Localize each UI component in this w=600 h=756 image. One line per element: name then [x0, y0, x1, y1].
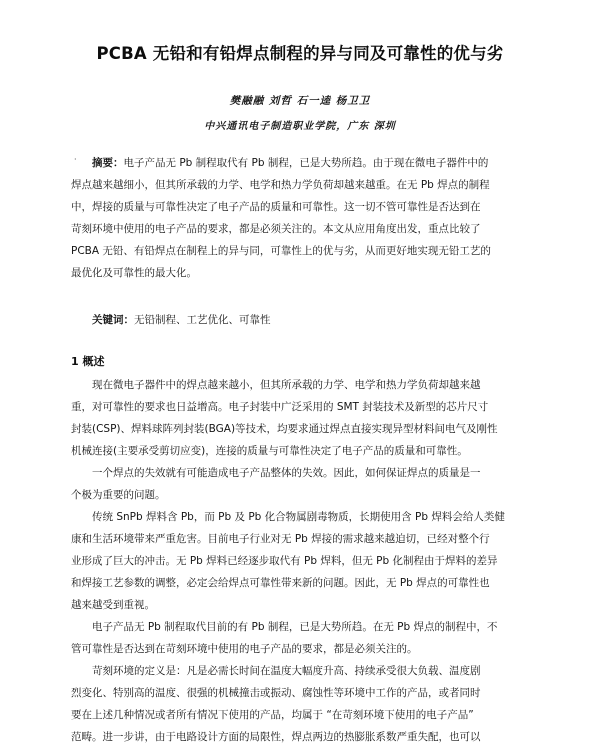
paper-title: PCBA 无铅和有铅焊点制程的异与同及可靠性的优与劣: [96, 44, 504, 63]
body-line: 现在微电子器件中的焊点越来越小，但其所承载的力学、电学和热力学负荷却越来越: [71, 379, 481, 391]
body-line: 苛刻环境的定义是：凡是必需长时间在温度大幅度升高、持续承受很大负载、温度剧: [71, 665, 481, 677]
abstract-line: 最优化及可靠性的最大化。: [71, 267, 197, 279]
body-line: 范畴。进一步讲，由于电路设计方面的局限性，焊点两边的热膨胀系数严重失配，也可以: [71, 731, 481, 743]
abstract-line: 苛刻环境中使用的电子产品的要求，都是必须关注的。本文从应用角度出发，重点比较了: [71, 223, 481, 235]
body-line: 个极为重要的问题。: [71, 489, 166, 501]
abstract-line: 中，焊接的质量与可靠性决定了电子产品的质量和可靠性。这一切不管可靠性是否达到在: [71, 201, 481, 213]
section-body: [71, 374, 529, 748]
abstract-line: 焊点越来越细小，但其所承载的力学、电学和热力学负荷却越来越重。在无 Pb 焊点的制程: [71, 179, 490, 191]
keywords-line: [92, 312, 271, 327]
author-list: 樊融融 刘哲 石一逵 杨卫卫: [229, 95, 371, 107]
section-heading: 1 概述: [71, 355, 105, 368]
abstract-line: PCBA 无铅、有铅焊点在制程上的异与同，可靠性上的优与劣，从而更好地实现无铅工艺的: [71, 245, 491, 257]
body-line: 一个焊点的失效就有可能造成电子产品整体的失效。因此，如何保证焊点的质量是一: [71, 467, 481, 479]
body-line: 和焊接工艺参数的调整，必定会给焊点可靠性带来新的问题。因此，无 Pb 焊点的可靠性也: [71, 577, 490, 589]
margin-dot: ·: [74, 155, 77, 164]
author-affiliation: 中兴通讯电子制造职业学院，广东 深圳: [204, 121, 396, 132]
body-line: 烈变化、特别高的温度、很强的机械撞击或振动、腐蚀性等环境中工作的产品，或者同时: [71, 687, 481, 699]
body-line: 电子产品无 Pb 制程取代目前的有 Pb 制程，已是大势所趋。在无 Pb 焊点的制程中，不: [71, 621, 498, 633]
keywords-text: 无铅制程、工艺优化、可靠性: [134, 314, 271, 326]
body-line: 要在上述几种情况或者所有情况下使用的产品，均属于 “在苛刻环境下使用的电子产品”: [71, 709, 474, 721]
abstract-label: 摘要：: [92, 157, 124, 169]
body-line: 管可靠性是否达到在苛刻环境中使用的电子产品的要求，都是必须关注的。: [71, 643, 418, 655]
keywords-label: 关键词：: [92, 314, 134, 326]
body-line: 封装(CSP)、焊料球阵列封装(BGA)等技术，均要求通过焊点直接实现异型材料间电气及刚性: [71, 423, 498, 435]
abstract-paragraph: [71, 152, 529, 284]
body-line: 传统 SnPb 焊料含 Pb，而 Pb 及 Pb 化合物属剧毒物质，长期使用含 Pb 焊料会给人类健: [71, 511, 505, 523]
body-line: 康和生活环境带来严重危害。目前电子行业对无 Pb 焊接的需求越来越迫切，已经对整个行: [71, 533, 490, 545]
body-line: 业形成了巨大的冲击。无 Pb 焊料已经逐步取代有 Pb 焊料，但无 Pb 化制程由于焊料的差异: [71, 555, 498, 567]
body-line: 机械连接(主要承受剪切应变)，连接的质量与可靠性决定了电子产品的质量和可靠性。: [71, 445, 468, 457]
abstract-text: 电子产品无 Pb 制程取代有 Pb 制程，已是大势所趋。由于现在微电子器件中的: [123, 157, 489, 169]
body-line: 越来越受到重视。: [71, 599, 155, 611]
body-line: 重，对可靠性的要求也日益增高。电子封装中广泛采用的 SMT 封装技术及新型的芯片尺寸: [71, 401, 489, 413]
abstract-line: [71, 152, 529, 174]
